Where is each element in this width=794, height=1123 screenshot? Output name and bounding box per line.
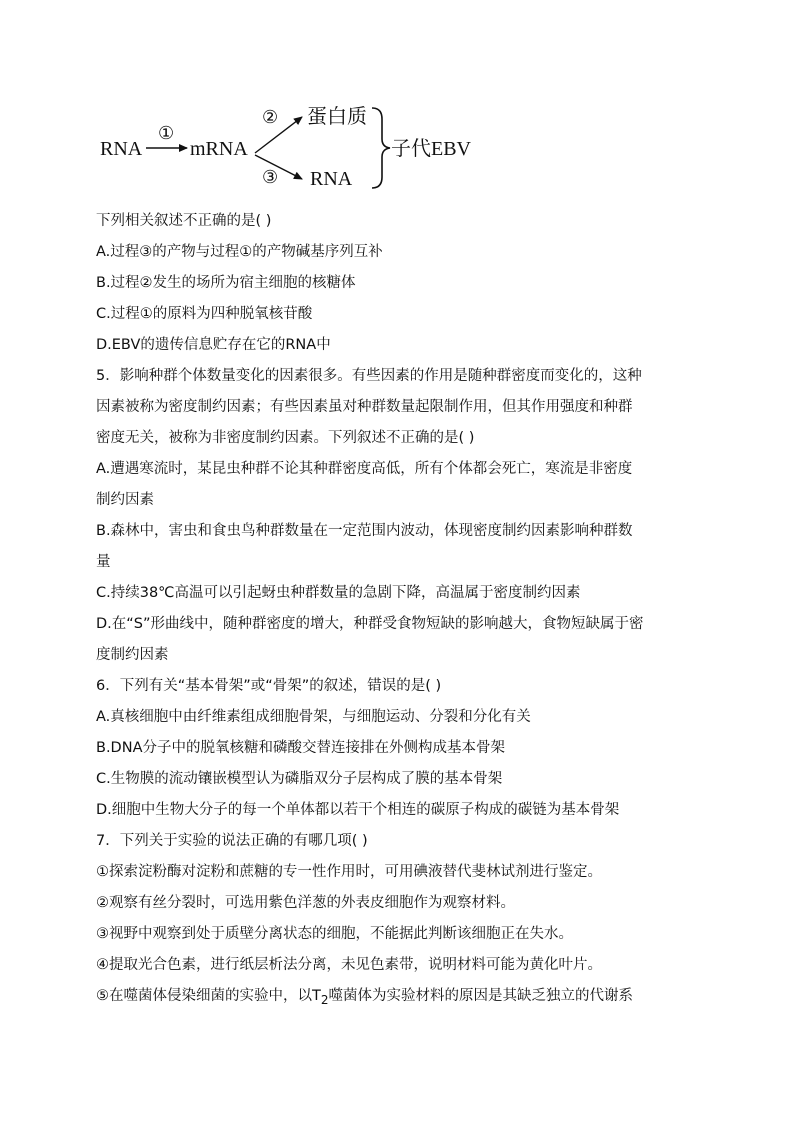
right-brace (372, 108, 390, 188)
q7-statement-2: ②观察有丝分裂时，可选用紫色洋葱的外表皮细胞作为观察材料。 (96, 895, 515, 911)
q7-statement-5-subscript: 2 (320, 992, 329, 1007)
q7-statement-4: ④提取光合色素，进行纸层析法分离，未见色素带，说明材料可能为黄化叶片。 (96, 957, 602, 973)
question-content (96, 206, 706, 1016)
q6-option-b: B.DNA分子中的脱氧核糖和磷酸交替连接排在外侧构成基本骨架 (96, 740, 505, 756)
q7-statement-5-pre: ⑤在噬菌体侵染细菌的实验中，以T (96, 988, 321, 1004)
q5-option-a-line1: A.遭遇寒流时，某昆虫种群不论其种群密度高低，所有个体都会死亡，寒流是非密度 (96, 461, 633, 477)
q5-stem-line1: 5．影响种群个体数量变化的因素很多。有些因素的作用是随种群密度而变化的，这种 (96, 368, 642, 384)
offspring-ebv-label: 子代EBV (391, 138, 471, 160)
q7-statement-1: ①探索淀粉酶对淀粉和蔗糖的专一性作用时，可用碘液替代斐林试剂进行鉴定。 (96, 864, 602, 880)
rna-left-label: RNA (100, 138, 143, 160)
q7-statement-3: ③视野中观察到处于质壁分离状态的细胞，不能据此判断该细胞正在失水。 (96, 926, 573, 942)
q5-option-d-line1: D.在“S”形曲线中，随种群密度的增大，种群受食物短缺的影响越大，食物短缺属于密 (96, 616, 644, 632)
q6-option-c: C.生物膜的流动镶嵌模型认为磷脂双分子层构成了膜的基本骨架 (96, 771, 503, 787)
q5-option-b-line1: B.森林中，害虫和食虫鸟种群数量在一定范围内波动，体现密度制约因素影响种群数 (96, 523, 633, 539)
ebv-replication-diagram (95, 95, 495, 195)
q5-option-a-line2: 制约因素 (96, 492, 154, 508)
q6-option-d: D.细胞中生物大分子的每一个单体都以若干个相连的碳原子构成的碳链为基本骨架 (96, 802, 620, 818)
step3-marker: ③ (262, 167, 279, 187)
protein-label: 蛋白质 (307, 106, 367, 128)
q4-stem: 下列相关叙述不正确的是( ) (96, 213, 272, 229)
step2-marker: ② (262, 107, 279, 127)
q7-stem: 7．下列关于实验的说法正确的有哪几项( ) (96, 833, 368, 849)
q5-option-c: C.持续38℃高温可以引起蚜虫种群数量的急剧下降，高温属于密度制约因素 (96, 585, 581, 601)
q5-stem-line3: 密度无关，被称为非密度制约因素。下列叙述不正确的是( ) (96, 430, 475, 446)
q4-option-c: C.过程①的原料为四种脱氧核苷酸 (96, 306, 313, 322)
rna-right-label: RNA (310, 168, 353, 190)
q4-option-a: A.过程③的产物与过程①的产物碱基序列互补 (96, 244, 383, 260)
q4-option-b: B.过程②发生的场所为宿主细胞的核糖体 (96, 275, 356, 291)
q5-option-b-line2: 量 (96, 554, 111, 570)
q7-statement-5 (96, 981, 706, 1016)
mrna-label: mRNA (190, 138, 248, 160)
q5-stem-line2: 因素被称为密度制约因素；有些因素虽对种群数量起限制作用，但其作用强度和种群 (96, 399, 633, 415)
q7-statement-5-post: 噬菌体为实验材料的原因是其缺乏独立的代谢系 (328, 988, 634, 1004)
step1-marker: ① (158, 123, 175, 143)
q4-option-d: D.EBV的遗传信息贮存在它的RNA中 (96, 337, 331, 353)
q5-option-d-line2: 度制约因素 (96, 647, 169, 663)
q6-option-a: A.真核细胞中由纤维素组成细胞骨架，与细胞运动、分裂和分化有关 (96, 709, 531, 725)
q6-stem: 6．下列有关“基本骨架”或“骨架”的叙述，错误的是( ) (96, 678, 442, 694)
